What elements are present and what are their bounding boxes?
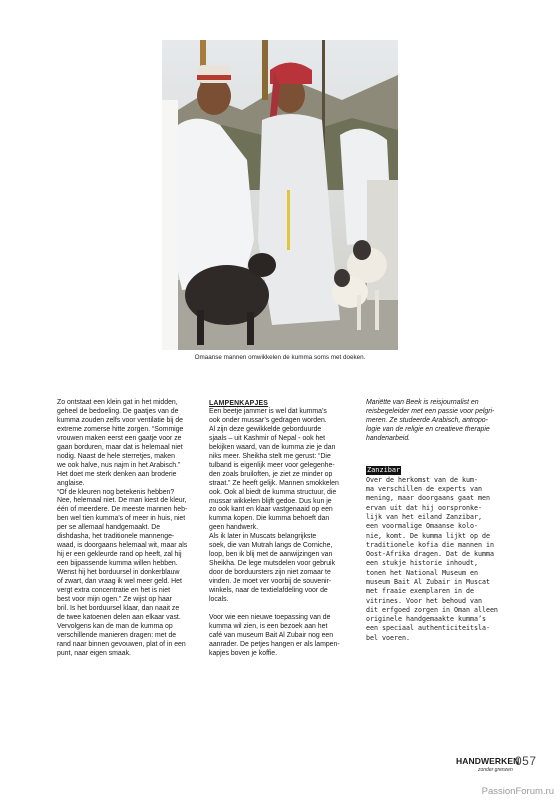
text-line: Wenst hij het borduursel in donkerblauw [57,569,180,577]
text-line: nodig. Naast de hele sterretjes, maken [57,452,175,460]
text-line: Zo ontstaat een klein gat in het midden, [57,399,178,406]
article-column-2 [209,399,349,659]
text-line: Al zijn deze gewikkelde geborduurde [209,425,322,433]
section-heading: LAMPENKAPJES [209,400,269,407]
text-line: vergt extra concentratie en het is niet [57,587,170,595]
text-line: anglaise. [57,479,85,487]
bio-line: meren. Ze studeerde Arabisch, antropo- [366,416,488,424]
text-line: een voormalige Omaanse kolo- [366,522,478,531]
text-line: Sheikha. De lege mutsdelen voor gebruik [209,560,336,568]
text-line: door de borduursters zijn niet zomaar te [209,569,331,577]
text-line: best voor mijn ogen.” Ze wijst op haar [57,595,172,603]
text-line: traditionele kofia die mannen in [366,540,494,549]
text-line: dit erfgoed zorgen in Oman alleen [366,605,498,614]
text-line: de twee katoenen delen aan elkaar vast. [57,613,181,621]
text-line: dishdasha, het traditionele mannenge- [57,533,175,541]
text-line: mussar wikkelen blijft gedoe. Dus kun je [209,497,332,505]
text-line: punt, naar eigen smaak. [57,649,131,657]
text-line: ook. Ook al biedt de kumma structuur, die [209,488,337,496]
text-line: verschillende manieren dragen: met de [57,631,177,639]
text-line: “Of de kleuren nog betekenis hebben? [57,488,175,496]
text-line: lijk van het eiland Zanzibar, [366,512,482,521]
text-line: bekijken waard, van de kumma zie je dan [209,443,336,451]
text-line: museum Bait Al Zubair in Muscat [366,577,490,586]
text-line: niks meer. Sheikha stelt me gerust: “Die [209,452,331,460]
sidebar-heading: Zanzibar [367,465,401,474]
text-line: waad, is doorgaans helemaal wit, maar als [57,542,188,550]
text-line: Het doet me sterk denken aan broderie [57,470,177,478]
text-line: een stukje historie inhoudt, [366,559,478,568]
text-line: met fraaie exemplaren in de [366,587,474,596]
text-line: Voor wie een nieuwe toepassing van de [209,613,331,621]
text-line: kapjes boven je koffie. [209,649,278,657]
text-line: kumma zouden zelfs voor ventilatie bij de [57,416,184,424]
text-line: geheel de bedoeling. De gaatjes van de [57,407,179,415]
text-line: straat.” Ze heeft gelijk. Mannen smokkelen [209,479,339,487]
text-line: locals. [209,596,229,604]
text-line: vinden. Je moet ver voorbij de souvenir- [209,578,332,586]
text-line: een speciaal authenticiteitsla- [366,624,490,633]
text-line: winkels, naar de textielafdeling voor de [209,587,328,595]
author-bio [366,399,508,444]
text-line: vitrines. Voor het behoud van [366,596,482,605]
text-line: aanrader. De petjes hangen er als lampen- [209,640,340,648]
page-footer [456,756,540,776]
text-line: soek, die van Mutrah langs de Corniche, [209,542,333,550]
text-line: kumma kopen. Die kumma behoeft dan [209,515,330,523]
text-line: zo ook kant en klaar vastgenaaid op een [209,506,333,514]
bio-line: reisbegeleider met een passie voor pelgri- [366,407,495,415]
text-line: een bijpassende kumma willen hebben. [57,560,178,568]
text-line: Als ik later in Muscats belangrijkste [209,533,317,541]
text-line: loop, ben ik blij met de aanwijzingen van [209,551,333,559]
text-line: ben wel tien kumma’s of meer in huis, niet [57,515,186,523]
text-line: Nee, helemaal niet. De man kiest de kleur, [57,497,187,505]
text-line: extreme zomerse hitte zorgen. “Sommige [57,425,184,433]
text-line: mening, maar doorgaans gaat men [366,494,490,503]
article-column-1 [57,399,195,659]
text-line: één of meerdere. De meeste mannen heb- [57,506,188,514]
page-number: 057 [515,754,537,768]
text-line: Oost-Afrika dragen. Dat de kumma [366,550,494,559]
bio-line: logie van de religie en creatieve therapie [366,425,490,433]
text-line: kumma wil zien, is een bezoek aan het [209,622,328,630]
text-line: café van museum Bait Al Zubair nog een [209,631,334,639]
text-line: ervan uit dat hij oorspronke- [366,503,482,512]
bio-line: handenarbeid. [366,434,411,442]
text-line: of zwart, dan vraag ik wel meer geld. Het [57,578,182,586]
article-column-3 [366,399,508,643]
text-line: nie, komt. De kumma lijkt op de [366,531,490,540]
photo-caption: Omaanse mannen omwikkelen de kumma soms met doeken. [194,354,366,361]
text-line: tulband is eigenlijk meer voor gelegenhe- [209,461,335,469]
text-line: ma verschillen de experts van [366,485,482,494]
text-line: we ook halve, nus najm in het Arabisch.” [57,461,181,469]
watermark: PassionForum.ru [481,786,554,797]
text-line: hij er een gekleurde rand op heeft, zal hij [57,551,182,559]
text-line: geen handwerk. [209,524,259,532]
bio-line: Mariëtte van Beek is reisjournalist en [366,399,479,406]
text-line: per se allemaal handgemaakt. De [57,524,161,532]
text-line: Vervolgens kan de man de kumma op [57,622,173,630]
text-line: Een beetje jammer is wel dat kumma’s [209,408,327,415]
text-line: vrouwen maken eerst een gaatje voor ze [57,434,182,442]
text-line: rand naar binnen gevouwen, plat of in een [57,640,186,648]
text-line: Over de herkomst van de kum- [366,475,478,484]
text-line: gaan borduren, maar dat is helemaal niet [57,443,183,451]
text-line: tonen het National Museum en [366,568,478,577]
text-line: bril. Is het borduursel klaar, dan naait ze [57,604,180,612]
text-line: den zoals bruiloften, je ziet ze minder op [209,470,333,478]
magazine-name: HANDWERKEN [456,756,520,766]
text-line: sjaals – uit Kashmir of Nepal - ook het [209,434,326,442]
photo-illustration [162,40,398,350]
paragraph-gap [209,605,349,614]
sidebar-text [366,476,508,643]
article-photo [162,40,398,350]
magazine-tagline: zonder grenzen [478,767,513,773]
text-line: originele handgemaakte kumma’s [366,615,486,624]
text-line: ook onder mussar’s gedragen worden. [209,416,327,424]
text-line: bel voeren. [366,633,410,642]
